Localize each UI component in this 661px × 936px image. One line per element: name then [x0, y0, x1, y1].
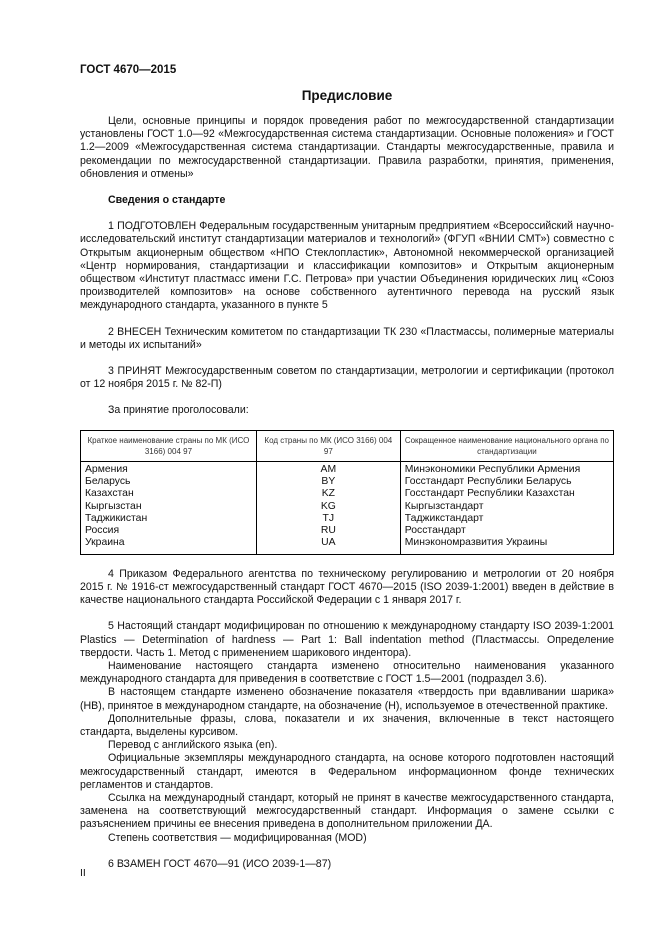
country-cell: Таджикистан: [81, 513, 257, 525]
intro-paragraph: Цели, основные принципы и порядок проведения работ по межгосударственной стандартизации установлены ГОСТ 1.0—92 «Межгосударственная система стандартизации. Основные положения» и ГОСТ 1.2—2009 «Межгосударственная система стандартизации. Стандарты межгосударственные, правила и рекомендации по межгосударственной стандартизации. Правила разработки, принятия, применения, обновления и отмены»: [80, 115, 614, 180]
page-number: II: [80, 867, 86, 879]
body-cell: Минэкономики Республики Армения: [400, 461, 613, 476]
body-cell: Госстандарт Республики Беларусь: [400, 476, 613, 488]
item-5-paragraph: 5 Настоящий стандарт модифицирован по отношению к международному стандарту ISO 2039-1:2001 Plastics — Determination of hardness — Part 1: Ball indentation method (Пластмассы. Определение твердости. Часть 1. Метод с применением шарикового индентора).: [80, 620, 614, 659]
country-cell: Кыргызстан: [81, 501, 257, 513]
country-cell: Россия: [81, 525, 257, 537]
item-4-paragraph: 4 Приказом Федерального агентства по техническому регулированию и метрологии от 20 ноября 2015 г. № 1916-ст межгосударственный стандарт ГОСТ 4670—2015 (ISO 2039-1:2001) введен в действие в качестве национального стандарта Российской Федерации с 1 января 2017 г.: [80, 567, 614, 607]
item-2-paragraph: 2 ВНЕСЕН Техническим комитетом по стандартизации ТК 230 «Пластмассы, полимерные материалы и методы их испытаний»: [80, 325, 614, 351]
item-5-conformity-note: Степень соответствия — модифицированная (MOD): [108, 831, 367, 844]
table-row: [81, 476, 614, 488]
code-cell: RU: [256, 525, 400, 537]
page-title: Предисловие: [301, 88, 393, 103]
body-cell: Минэкономразвития Украины: [400, 537, 613, 554]
body-cell: Таджикстандарт: [400, 513, 613, 525]
country-cell: Армения: [81, 461, 257, 476]
vote-intro: За принятие проголосовали:: [108, 404, 249, 417]
item-5-official-copies-note: Официальные экземпляры международного стандарта, на основе которого подготовлен настоящий межгосударственный стандарт, имеются в Федеральном информационном фонде технических регламентов и стандартов.: [80, 752, 614, 791]
foreword-body: [80, 115, 614, 871]
code-cell: TJ: [256, 513, 400, 525]
document-code-header: ГОСТ 4670—2015: [80, 64, 177, 76]
item-6-paragraph: 6 ВЗАМЕН ГОСТ 4670—91 (ИСО 2039-1—87): [108, 857, 332, 870]
column-header-body: Сокращенное наименование национального органа по стандартизации: [400, 430, 613, 461]
table-row: [81, 501, 614, 513]
table-row: [81, 488, 614, 500]
voting-table: [80, 430, 614, 555]
table-header-row: [81, 430, 614, 461]
item-5-designation-note: В настоящем стандарте изменено обозначение показателя «твердость при вдавливании шарика» (HB), принятое в международном стандарте, на обозначение (H), используемое в отечественной практике.: [80, 686, 614, 712]
subheading-standard-info: Сведения о стандарте: [108, 194, 226, 207]
table-row: [81, 461, 614, 476]
item-5-reference-note: Ссылка на международный стандарт, который не принят в качестве межгосударственного стандарта, заменена на соответствующий межгосударственный стандарт. Информация о замене ссылки с разъяснением причины ее внесения приведена в дополнительном приложении ДА.: [80, 791, 614, 831]
body-cell: Госстандарт Республики Казахстан: [400, 488, 613, 500]
country-cell: Беларусь: [81, 476, 257, 488]
item-5-translation-note: Перевод с английского языка (en).: [108, 739, 278, 752]
body-cell: Кыргызстандарт: [400, 501, 613, 513]
table-row: [81, 513, 614, 525]
country-cell: Казахстан: [81, 488, 257, 500]
code-cell: KG: [256, 501, 400, 513]
table-row: [81, 537, 614, 554]
code-cell: KZ: [256, 488, 400, 500]
code-cell: UA: [256, 537, 400, 554]
column-header-code: Код страны по МК (ИСО 3166) 004 97: [256, 430, 400, 461]
item-3-paragraph: 3 ПРИНЯТ Межгосударственным советом по стандартизации, метрологии и сертификации (протокол от 12 ноября 2015 г. № 82-П): [80, 365, 614, 391]
item-1-paragraph: 1 ПОДГОТОВЛЕН Федеральным государственным унитарным предприятием «Всероссийский научно-исследовательский институт стандартизации материалов и технологий» (ФГУП «ВНИИ СМТ») совместно с Открытым акционерным обществом «НПО Стеклопластик», Автономной некоммерческой организацией «Центр нормирования, стандартизации и классификации композитов» и Открытым акционерным обществом «Институт пластмасс имени Г.С. Петрова» при участии Объединения юридических лиц «Союз производителей композитов» на основе собственного аутентичного перевода на русский язык международного стандарта, указанного в пункте 5: [80, 220, 614, 312]
code-cell: AM: [256, 461, 400, 476]
item-5-italics-note: Дополнительные фразы, слова, показатели и их значения, включенные в текст настоящего стандарта, выделены курсивом.: [80, 712, 614, 738]
table-row: [81, 525, 614, 537]
item-5-title-note: Наименование настоящего стандарта изменено относительно наименования указанного международного стандарта для приведения в соответствие с ГОСТ 1.5—2001 (подраздел 3.6).: [80, 659, 614, 686]
column-header-country: Краткое наименование страны по МК (ИСО 3166) 004 97: [81, 430, 257, 461]
body-cell: Росстандарт: [400, 525, 613, 537]
code-cell: BY: [256, 476, 400, 488]
country-cell: Украина: [81, 537, 257, 554]
